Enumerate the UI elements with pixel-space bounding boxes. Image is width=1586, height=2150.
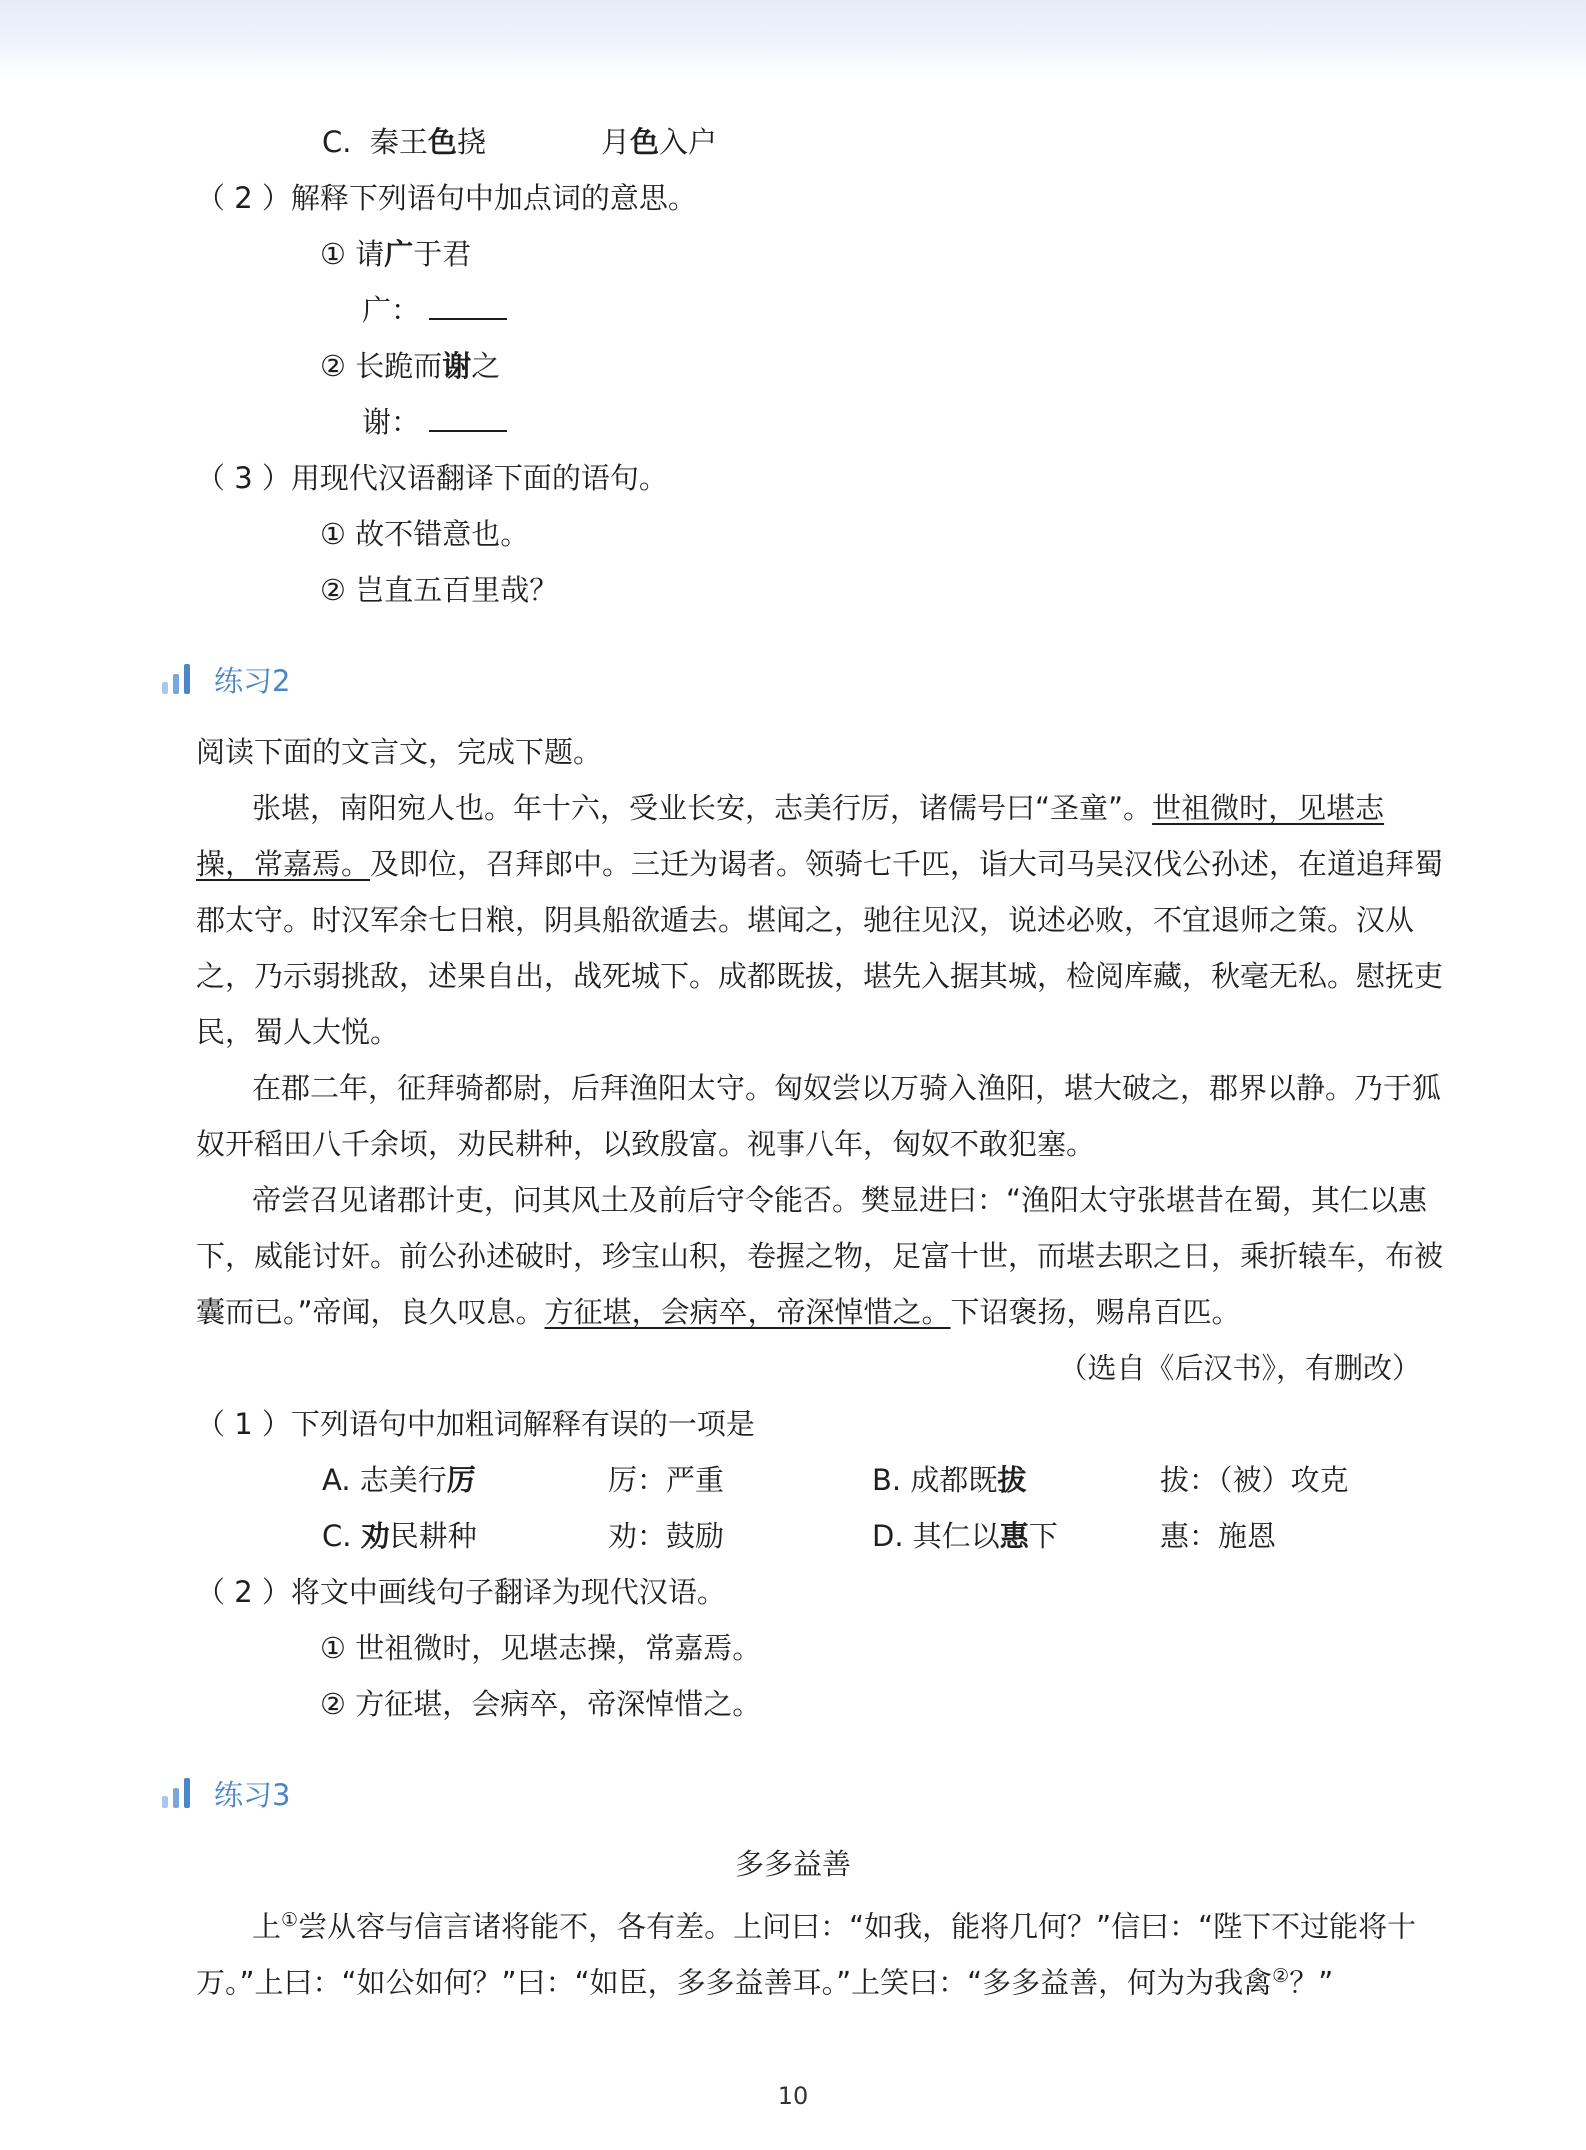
option-b: B. 成都既拔 <box>872 1463 1027 1497</box>
passage-line: 在郡二年，征拜骑都尉，后拜渔阳太守。匈奴尝以万骑入渔阳，堪大破之，郡界以静。乃于狐 <box>252 1071 1442 1105</box>
passage-line: 民，蜀人大悦。 <box>196 1015 400 1049</box>
answer-line-1: 广： <box>362 290 507 330</box>
passage-line: 帝尝召见诸郡计吏，问其风土及前后守令能否。樊显进曰：“渔阳太守张堪昔在蜀，其仁以惠 <box>252 1183 1428 1217</box>
ex2-intro: 阅读下面的文言文，完成下题。 <box>196 735 603 769</box>
option-b-gloss: 拔：（被）攻克 <box>1160 1463 1349 1497</box>
ex2-translate-2: ② 方征堪，会病卒，帝深悼惜之。 <box>320 1687 762 1721</box>
ex2-question-1: （ 1 ）下列语句中加粗词解释有误的一项是 <box>196 1407 755 1441</box>
option-c-row: C. 秦王色挠 <box>322 125 486 159</box>
option-c: C. 劝民耕种 <box>322 1519 477 1553</box>
option-c-gloss: 劝：鼓励 <box>608 1519 725 1553</box>
source-citation: （选自《后汉书》，有删改） <box>1058 1351 1421 1385</box>
ex2-translate-1: ① 世祖微时，见堪志操，常嘉焉。 <box>320 1631 762 1665</box>
question-2: （ 2 ）解释下列语句中加点词的意思。 <box>196 181 697 215</box>
underlined-sentence: 方征堪，会病卒，帝深悼惜之。 <box>544 1295 951 1329</box>
passage-line: 万。”上曰：“如公如何？”曰：“如臣，多多益善耳。”上笑曰：“多多益善，何为为我禽②？” <box>196 1965 1334 2000</box>
header-band <box>0 0 1586 78</box>
answer-blank[interactable] <box>429 408 507 432</box>
passage-line: 下，威能讨奸。前公孙述破时，珍宝山积，卷握之物，足富十世，而堪去职之日，乘折辕车，布被 <box>196 1239 1444 1273</box>
bar-chart-icon <box>162 1778 200 1808</box>
translate-item-2: ② 岂直五百里哉？ <box>320 573 559 607</box>
answer-line-2: 谢： <box>362 402 507 442</box>
answer-blank[interactable] <box>429 296 507 320</box>
passage-title: 多多益善 <box>734 1847 851 1881</box>
ex2-question-2: （ 2 ）将文中画线句子翻译为现代汉语。 <box>196 1575 726 1609</box>
passage-line: 操，常嘉焉。及即位，召拜郎中。三迁为谒者。领骑七千匹，诣大司马吴汉伐公孙述，在道追拜蜀 <box>196 847 1444 881</box>
bar-chart-icon <box>162 664 200 694</box>
passage-line: 上①尝从容与信言诸将能不，各有差。上问曰：“如我，能将几何？”信曰：“陛下不过能将十 <box>252 1909 1417 1944</box>
option-a-gloss: 厉：严重 <box>608 1463 725 1497</box>
option-a: A. 志美行厉 <box>322 1463 476 1497</box>
passage-line: 奴开稻田八千余顷，劝民耕种，以致殷富。视事八年，匈奴不敢犯塞。 <box>196 1127 1096 1161</box>
item-1: ① 请广于君 <box>320 237 472 271</box>
section-heading-ex2: 练习2 <box>162 659 290 699</box>
passage-line: 囊而已。”帝闻，良久叹息。方征堪，会病卒，帝深悼惜之。下诏褒扬，赐帛百匹。 <box>196 1295 1241 1329</box>
passage-line: 郡太守。时汉军余七日粮，阴具船欲遁去。堪闻之，驰往见汉，说述必败，不宜退师之策。汉从 <box>196 903 1415 937</box>
passage-line: 张堪，南阳宛人也。年十六，受业长安，志美行厉，诸儒号曰“圣童”。世祖微时，见堪志 <box>252 791 1385 825</box>
page-number: 10 <box>777 2082 809 2110</box>
translate-item-1: ① 故不错意也。 <box>320 517 530 551</box>
option-c-second: 月色入户 <box>601 125 718 159</box>
underlined-sentence: 操，常嘉焉。 <box>196 847 371 881</box>
option-d: D. 其仁以惠下 <box>872 1519 1058 1553</box>
question-3: （ 3 ）用现代汉语翻译下面的语句。 <box>196 461 668 495</box>
section-heading-ex3: 练习3 <box>162 1773 290 1813</box>
item-2: ② 长跪而谢之 <box>320 349 501 383</box>
passage-line: 之，乃示弱挑敌，述果自出，战死城下。成都既拔，堪先入据其城，检阅库藏，秋毫无私。慰抚吏 <box>196 959 1444 993</box>
underlined-sentence: 世祖微时，见堪志 <box>1152 791 1385 825</box>
option-d-gloss: 惠：施恩 <box>1160 1519 1277 1553</box>
